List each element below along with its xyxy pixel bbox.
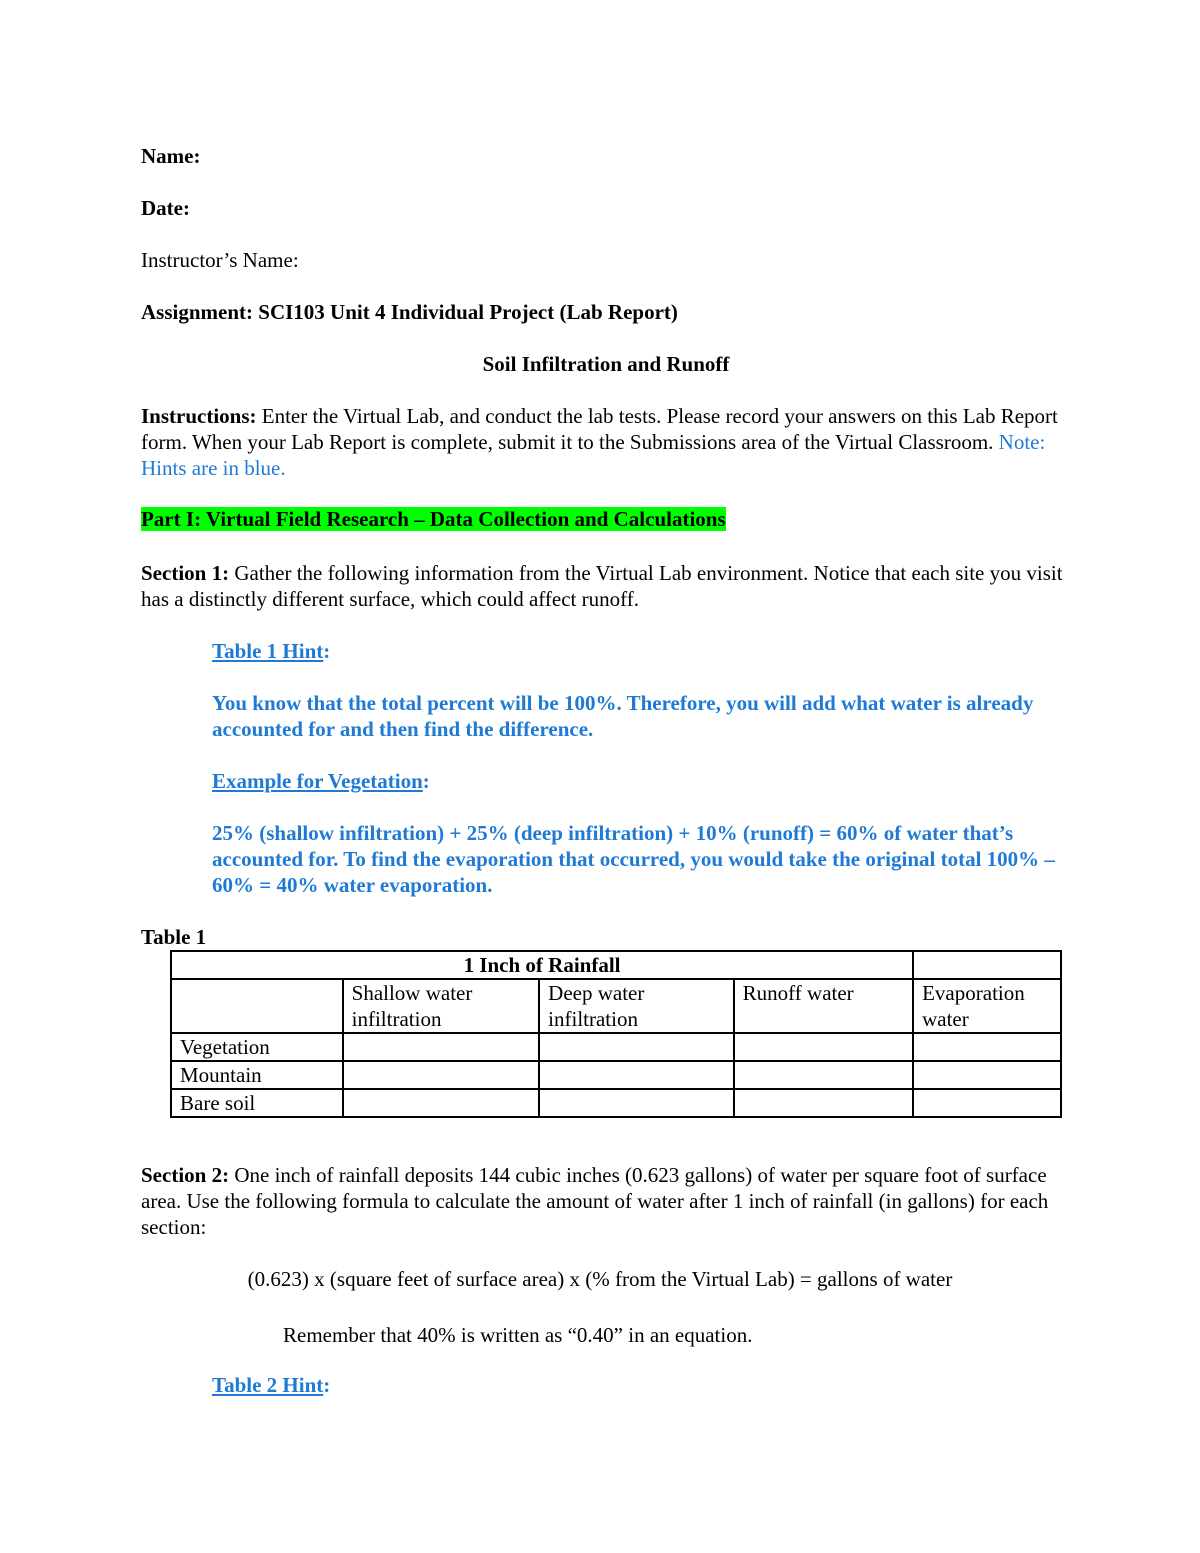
table-row (171, 1061, 1061, 1089)
table-cell[interactable] (539, 1033, 734, 1061)
table-header-cell: Deep water infiltration (539, 979, 734, 1033)
assignment-line (141, 299, 1071, 325)
table-header-cell: Runoff water (734, 979, 913, 1033)
document-title: Soil Infiltration and Runoff (482, 352, 730, 376)
table1-header-row (171, 979, 1061, 1033)
table-row (171, 1033, 1061, 1061)
table1 (170, 950, 1062, 1118)
instructions-text: Enter the Virtual Lab, and conduct the lab tests. Please record your answers on this Lab Report form. When your Lab Report is complete, submit it to the Submissions area of the Virtual Classroom. (141, 404, 1058, 454)
table-cell[interactable] (913, 1061, 1061, 1089)
formula: (0.623) x (square feet of surface area) x (% from the Virtual Lab) = gallons of water (247, 1267, 953, 1291)
table-cell (913, 951, 1061, 979)
table-header-cell (171, 979, 343, 1033)
table-cell[interactable] (734, 1061, 913, 1089)
table-cell[interactable] (343, 1061, 540, 1089)
table1-title-row (171, 951, 1061, 979)
table-cell[interactable] (734, 1033, 913, 1061)
example-title-line (212, 768, 1072, 794)
table1-hint-title-line (212, 638, 1072, 664)
table2-hint-title-line (212, 1372, 1072, 1398)
example-body: 25% (shallow infiltration) + 25% (deep infiltration) + 10% (runoff) = 60% of water that’s accounted for. To find the evaporation that occurred, you would take the original total 100% – 60% = 40% water evaporation. (212, 821, 1055, 897)
table-cell[interactable] (539, 1089, 734, 1117)
assignment-value: SCI103 Unit 4 Individual Project (Lab Report) (258, 300, 678, 324)
remember-note: Remember that 40% is written as “0.40” in an equation. (283, 1323, 753, 1347)
table1-caption: Table 1 (141, 925, 207, 949)
section2-text: One inch of rainfall deposits 144 cubic inches (0.623 gallons) of water per square foot of surface area. Use the following formula to calculate the amount of water after 1 inch of rainfall (in gallons) for each section: (141, 1163, 1049, 1239)
table1-hint-title: Table 1 Hint (212, 639, 324, 663)
table2-hint-colon: : (323, 1373, 331, 1397)
part1-heading: Part I: Virtual Field Research – Data Collection and Calculations (141, 507, 726, 531)
table-cell[interactable] (734, 1089, 913, 1117)
table1-hint-body: You know that the total percent will be 100%. Therefore, you will add what water is already accounted for and then find the difference. (212, 691, 1034, 741)
section1-label: Section 1: (141, 561, 230, 585)
table-header-cell: Evaporation water (913, 979, 1061, 1033)
table2-hint-title: Table 2 Hint (212, 1373, 324, 1397)
instructions-hint: Note: Hints are in blue. (141, 430, 1046, 480)
row-label: Vegetation (171, 1033, 343, 1061)
instructions-label: Instructions: (141, 404, 257, 428)
row-label: Bare soil (171, 1089, 343, 1117)
table-cell[interactable] (913, 1033, 1061, 1061)
row-label: Mountain (171, 1061, 343, 1089)
table-cell[interactable] (539, 1061, 734, 1089)
name-label: Name: (141, 144, 201, 168)
table1-title: 1 Inch of Rainfall (171, 951, 913, 979)
example-colon: : (422, 769, 430, 793)
section2-label: Section 2: (141, 1163, 230, 1187)
section2-paragraph (141, 1162, 1071, 1240)
part1-heading-line (141, 506, 1071, 532)
assignment-label: Assignment: (141, 300, 254, 324)
section1-paragraph (141, 560, 1071, 612)
table-cell[interactable] (913, 1089, 1061, 1117)
table1-hint-colon: : (323, 639, 331, 663)
instructor-label: Instructor’s Name: (141, 248, 299, 272)
section1-text: Gather the following information from the Virtual Lab environment. Notice that each site you visit has a distinctly different surface, which could affect runoff. (141, 561, 1063, 611)
table-cell[interactable] (343, 1089, 540, 1117)
instructions-paragraph (141, 403, 1071, 481)
table-header-cell: Shallow water infiltration (343, 979, 540, 1033)
table-cell[interactable] (343, 1033, 540, 1061)
date-label: Date: (141, 196, 190, 220)
example-title: Example for Vegetation (212, 769, 423, 793)
table-row (171, 1089, 1061, 1117)
